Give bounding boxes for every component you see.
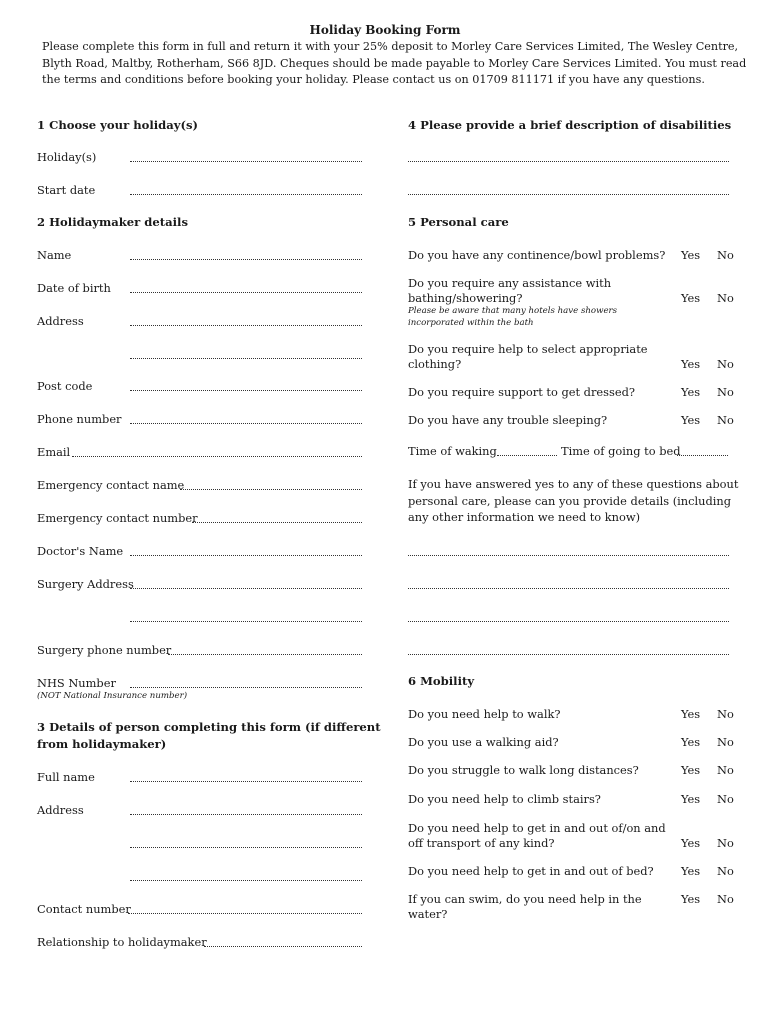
question-transport-cont: off transport of any kind? bbox=[408, 836, 555, 850]
clothing-yes-option[interactable]: Yes bbox=[681, 357, 701, 371]
personal-care-details-field-1[interactable] bbox=[408, 555, 729, 556]
name-label: Name bbox=[37, 248, 72, 262]
question-sleeping: Do you have any trouble sleeping? bbox=[408, 413, 608, 427]
phone-label: Phone number bbox=[37, 412, 122, 426]
personal-care-details-prompt: If you have answered yes to any of these questions about bbox=[408, 477, 739, 491]
address-field-2[interactable] bbox=[130, 358, 362, 359]
contact-number-field[interactable] bbox=[128, 913, 362, 914]
surgery-phone-field[interactable] bbox=[168, 654, 362, 655]
question-transport: Do you need help to get in and out of/on and bbox=[408, 821, 666, 835]
personal-care-details-field-3[interactable] bbox=[408, 621, 729, 622]
dob-field[interactable] bbox=[130, 292, 362, 293]
postcode-field[interactable] bbox=[130, 390, 362, 391]
emergency-name-field[interactable] bbox=[180, 489, 362, 490]
dob-label: Date of birth bbox=[37, 281, 111, 295]
nhs-note: (NOT National Insurance number) bbox=[37, 691, 188, 701]
form-title: Holiday Booking Form bbox=[309, 23, 461, 37]
dressed-no-option[interactable]: No bbox=[717, 385, 734, 399]
stairs-yes-option[interactable]: Yes bbox=[681, 792, 701, 806]
surgery-address-field-1[interactable] bbox=[130, 588, 362, 589]
nhs-label: NHS Number bbox=[37, 676, 116, 690]
bed-no-option[interactable]: No bbox=[717, 864, 734, 878]
question-distance: Do you struggle to walk long distances? bbox=[408, 763, 639, 777]
completer-address-field-3[interactable] bbox=[130, 880, 362, 881]
address-label: Address bbox=[37, 314, 84, 328]
emergency-name-label: Emergency contact name bbox=[37, 478, 185, 492]
question-clothing: Do you require help to select appropriate bbox=[408, 342, 648, 356]
swim-yes-option[interactable]: Yes bbox=[681, 892, 701, 906]
surgery-address-label: Surgery Address bbox=[37, 577, 134, 591]
emergency-number-label: Emergency contact number bbox=[37, 511, 198, 525]
personal-care-details-field-2[interactable] bbox=[408, 588, 729, 589]
doctor-label: Doctor's Name bbox=[37, 544, 124, 558]
swim-no-option[interactable]: No bbox=[717, 892, 734, 906]
phone-field[interactable] bbox=[130, 423, 362, 424]
postcode-label: Post code bbox=[37, 379, 93, 393]
section-1-heading: 1 Choose your holiday(s) bbox=[37, 118, 199, 132]
walk-yes-option[interactable]: Yes bbox=[681, 707, 701, 721]
personal-care-details-prompt-cont: any other information we need to know) bbox=[408, 510, 641, 524]
transport-no-option[interactable]: No bbox=[717, 836, 734, 850]
clothing-no-option[interactable]: No bbox=[717, 357, 734, 371]
relationship-field[interactable] bbox=[204, 946, 362, 947]
section-6-heading: 6 Mobility bbox=[408, 674, 475, 688]
distance-yes-option[interactable]: Yes bbox=[681, 763, 701, 777]
sleeping-no-option[interactable]: No bbox=[717, 413, 734, 427]
question-bathing: Do you require any assistance with bbox=[408, 276, 612, 290]
continence-yes-option[interactable]: Yes bbox=[681, 248, 701, 262]
time-bed-field[interactable] bbox=[677, 455, 728, 456]
transport-yes-option[interactable]: Yes bbox=[681, 836, 701, 850]
email-field[interactable] bbox=[72, 456, 362, 457]
holidays-field[interactable] bbox=[130, 161, 362, 162]
bathing-note-cont: incorporated within the bath bbox=[408, 318, 534, 328]
nhs-field[interactable] bbox=[130, 687, 362, 688]
section-2-heading: 2 Holidaymaker details bbox=[37, 215, 188, 229]
section-4-heading: 4 Please provide a brief description of disabilities bbox=[408, 118, 732, 132]
completer-address-label: Address bbox=[37, 803, 84, 817]
continence-no-option[interactable]: No bbox=[717, 248, 734, 262]
bathing-no-option[interactable]: No bbox=[717, 291, 734, 305]
name-field[interactable] bbox=[130, 259, 362, 260]
intro-line: the terms and conditions before booking your holiday. Please contact us on 01709 811171 if you have any questions. bbox=[42, 73, 705, 86]
personal-care-details-prompt-cont: personal care, please can you provide details (including bbox=[408, 494, 732, 508]
stairs-no-option[interactable]: No bbox=[717, 792, 734, 806]
question-stairs: Do you need help to climb stairs? bbox=[408, 792, 601, 806]
start-date-field[interactable] bbox=[130, 194, 362, 195]
intro-paragraph bbox=[42, 39, 747, 89]
surgery-address-field-2[interactable] bbox=[130, 621, 362, 622]
full-name-field[interactable] bbox=[130, 781, 362, 782]
contact-number-label: Contact number bbox=[37, 902, 131, 916]
start-date-label: Start date bbox=[37, 183, 96, 197]
holidays-label: Holiday(s) bbox=[37, 150, 97, 164]
section-3-heading: 3 Details of person completing this form (if different bbox=[37, 720, 381, 734]
time-waking-label: Time of waking bbox=[408, 444, 497, 458]
intro-line: Blyth Road, Maltby, Rotherham, S66 8JD. Cheques should be made payable to Morley Care Services Limited. You must read bbox=[42, 56, 747, 70]
time-waking-field[interactable] bbox=[497, 455, 557, 456]
section-3-heading-cont: from holidaymaker) bbox=[37, 737, 167, 751]
email-label: Email bbox=[37, 445, 71, 459]
doctor-field[interactable] bbox=[130, 555, 362, 556]
full-name-label: Full name bbox=[37, 770, 95, 784]
bathing-note: Please be aware that many hotels have showers bbox=[408, 306, 618, 316]
completer-address-field-1[interactable] bbox=[130, 814, 362, 815]
relationship-label: Relationship to holidaymaker bbox=[37, 935, 207, 949]
question-dressed: Do you require support to get dressed? bbox=[408, 385, 635, 399]
question-continence: Do you have any continence/bowl problems? bbox=[408, 248, 666, 262]
question-walk: Do you need help to walk? bbox=[408, 707, 561, 721]
disabilities-field-2[interactable] bbox=[408, 194, 729, 195]
completer-address-field-2[interactable] bbox=[130, 847, 362, 848]
question-clothing-cont: clothing? bbox=[408, 357, 462, 371]
intro-line: Please complete this form in full and return it with your 25% deposit to Morley Care Services Limited, The Wesley Centre, bbox=[42, 40, 739, 53]
dressed-yes-option[interactable]: Yes bbox=[681, 385, 701, 399]
question-bathing-cont: bathing/showering? bbox=[408, 291, 523, 305]
walking-aid-yes-option[interactable]: Yes bbox=[681, 735, 701, 749]
question-swim: If you can swim, do you need help in the bbox=[408, 892, 642, 906]
walk-no-option[interactable]: No bbox=[717, 707, 734, 721]
emergency-number-field[interactable] bbox=[192, 522, 362, 523]
disabilities-field-1[interactable] bbox=[408, 161, 729, 162]
distance-no-option[interactable]: No bbox=[717, 763, 734, 777]
bed-yes-option[interactable]: Yes bbox=[681, 864, 701, 878]
personal-care-details-field-4[interactable] bbox=[408, 654, 729, 655]
question-swim-cont: water? bbox=[408, 907, 448, 921]
section-5-heading: 5 Personal care bbox=[408, 215, 509, 229]
time-bed-label: Time of going to bed bbox=[561, 444, 681, 458]
sleeping-yes-option[interactable]: Yes bbox=[681, 413, 701, 427]
walking-aid-no-option[interactable]: No bbox=[717, 735, 734, 749]
surgery-phone-label: Surgery phone number bbox=[37, 643, 172, 657]
address-field-1[interactable] bbox=[130, 325, 362, 326]
question-bed: Do you need help to get in and out of bed? bbox=[408, 864, 654, 878]
question-walking-aid: Do you use a walking aid? bbox=[408, 735, 559, 749]
bathing-yes-option[interactable]: Yes bbox=[681, 291, 701, 305]
